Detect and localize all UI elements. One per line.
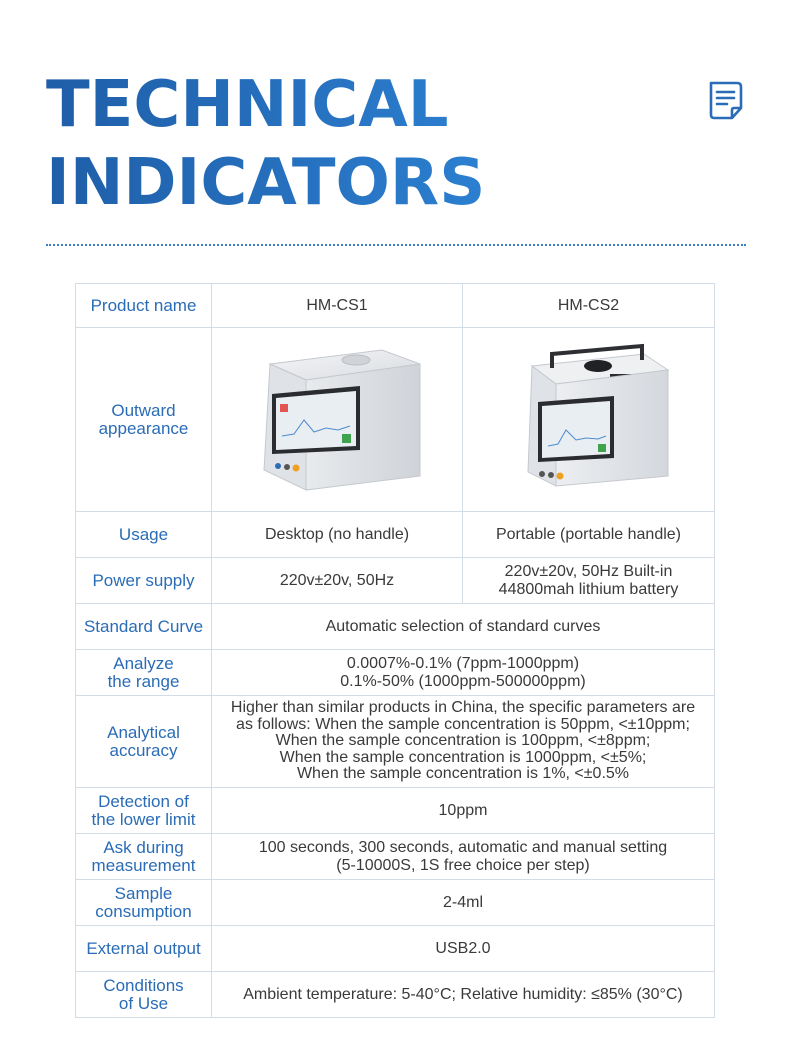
appearance-hm-cs1 xyxy=(212,328,463,512)
label-conditions-of-use: Conditions of Use xyxy=(76,972,212,1018)
row-external-output xyxy=(76,926,715,972)
row-analytical-accuracy xyxy=(76,696,715,788)
model-hm-cs1: HM-CS1 xyxy=(212,284,463,328)
row-measurement-time xyxy=(76,834,715,880)
title-line-2: INDICATORS xyxy=(46,146,486,220)
row-detection-limit xyxy=(76,788,715,834)
measurement-time-value: 100 seconds, 300 seconds, automatic and manual setting (5-10000S, 1S free choice per step) xyxy=(212,834,715,880)
row-outward-appearance xyxy=(76,328,715,512)
label-external-output: External output xyxy=(76,926,212,972)
label-detection-limit: Detection of the lower limit xyxy=(76,788,212,834)
label-sample-consumption: Sample consumption xyxy=(76,880,212,926)
title-line-1: TECHNICAL xyxy=(46,68,449,142)
row-analyze-range xyxy=(76,650,715,696)
conditions-of-use-value: Ambient temperature: 5-40°C; Relative humidity: ≤85% (30°C) xyxy=(212,972,715,1018)
detection-limit-value: 10ppm xyxy=(212,788,715,834)
hm-cs1-device-image xyxy=(242,340,432,500)
label-analyze-range: Analyze the range xyxy=(76,650,212,696)
row-power-supply xyxy=(76,558,715,604)
dotted-divider xyxy=(46,244,746,246)
power-hm-cs2: 220v±20v, 50Hz Built-in 44800mah lithium battery xyxy=(463,558,715,604)
label-standard-curve: Standard Curve xyxy=(76,604,212,650)
label-analytical-accuracy: Analytical accuracy xyxy=(76,696,212,788)
sample-consumption-value: 2-4ml xyxy=(212,880,715,926)
appearance-hm-cs2 xyxy=(463,328,715,512)
row-conditions-of-use xyxy=(76,972,715,1018)
label-measurement-time: Ask during measurement xyxy=(76,834,212,880)
label-outward-appearance: Outward appearance xyxy=(76,328,212,512)
row-standard-curve xyxy=(76,604,715,650)
standard-curve-value: Automatic selection of standard curves xyxy=(212,604,715,650)
analyze-range-value: 0.0007%-0.1% (7ppm-1000ppm) 0.1%-50% (1000ppm-500000ppm) xyxy=(212,650,715,696)
document-icon xyxy=(707,80,745,122)
row-sample-consumption xyxy=(76,880,715,926)
row-product-name xyxy=(76,284,715,328)
usage-hm-cs1: Desktop (no handle) xyxy=(212,512,463,558)
hm-cs2-device-image xyxy=(494,340,684,500)
usage-hm-cs2: Portable (portable handle) xyxy=(463,512,715,558)
model-hm-cs2: HM-CS2 xyxy=(463,284,715,328)
label-power-supply: Power supply xyxy=(76,558,212,604)
label-product-name: Product name xyxy=(76,284,212,328)
power-hm-cs1: 220v±20v, 50Hz xyxy=(212,558,463,604)
analytical-accuracy-value: Higher than similar products in China, the specific parameters are as follows: When the sample concentration is 50ppm, <±10ppm; When the sample concentration is 100ppm, <±8ppm; When the sample concentration is 1000ppm, <±5%; When the sample concentration is 1%, <±0.5% xyxy=(212,696,715,788)
specifications-table xyxy=(75,283,715,1018)
external-output-value: USB2.0 xyxy=(212,926,715,972)
page-title xyxy=(46,66,485,222)
row-usage xyxy=(76,512,715,558)
label-usage: Usage xyxy=(76,512,212,558)
